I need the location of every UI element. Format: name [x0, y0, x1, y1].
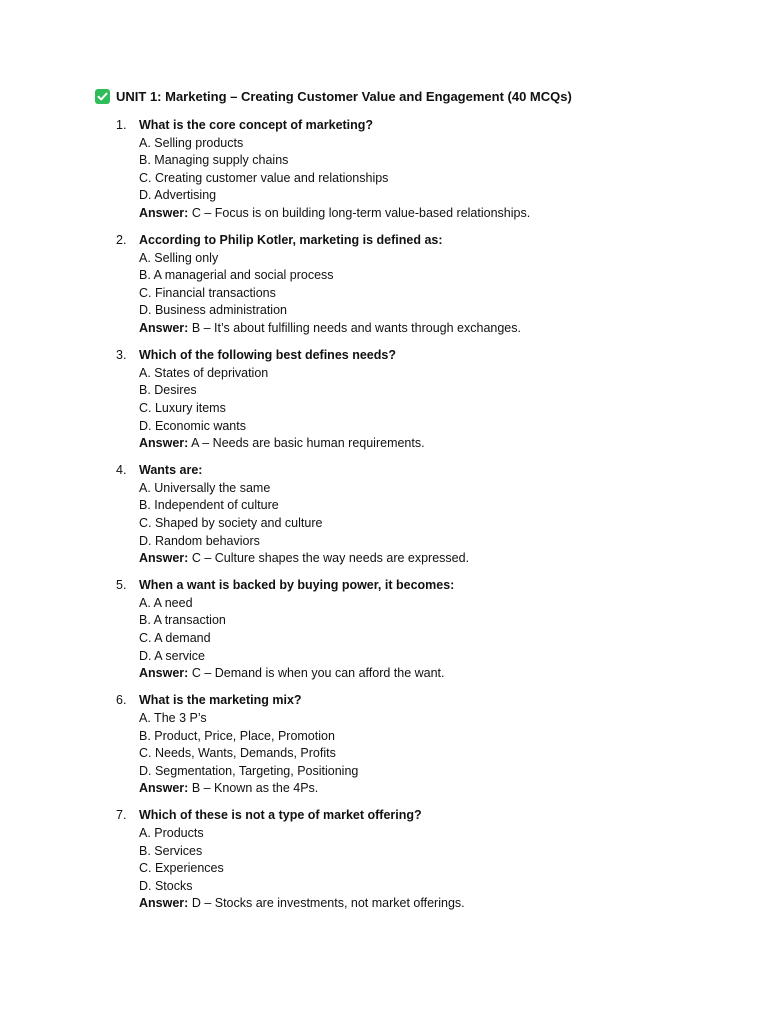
answer-option: C. Luxury items [139, 400, 226, 415]
answer-option: C. Shaped by society and culture [139, 515, 323, 530]
question-item [116, 347, 736, 453]
answer-label: Answer: [139, 896, 189, 911]
answer-text: A – Needs are basic human requirements. [191, 436, 425, 451]
question-number: 3. [116, 348, 127, 363]
answer-option: A. Selling products [139, 135, 244, 150]
question-number: 7. [116, 808, 127, 823]
answer-option: C. Experiences [139, 861, 224, 876]
answer-option: B. Product, Price, Place, Promotion [139, 728, 335, 743]
question-number: 1. [116, 118, 127, 132]
answer-line [139, 780, 736, 798]
answer-option: D. A service [139, 648, 205, 663]
question-number: 6. [116, 693, 127, 708]
answer-option: C. A demand [139, 631, 211, 646]
answer-option: B. A transaction [139, 613, 226, 628]
answer-line [139, 550, 736, 568]
answer-label: Answer: [139, 205, 189, 220]
question-text: Which of these is not a type of market offering? [139, 808, 422, 823]
answer-option: B. Independent of culture [139, 498, 279, 513]
answer-option: C. Needs, Wants, Demands, Profits [139, 746, 336, 761]
answer-option: C. Financial transactions [139, 285, 276, 300]
question-text: Which of the following best defines needs? [139, 348, 396, 363]
answer-option: B. Services [139, 843, 203, 858]
question-text: What is the marketing mix? [139, 693, 302, 708]
answer-label: Answer: [139, 436, 189, 451]
question-item [116, 117, 736, 223]
answer-option: C. Creating customer value and relationships [139, 170, 389, 185]
answer-option: A. Universally the same [139, 480, 271, 495]
answer-option: D. Random behaviors [139, 533, 260, 548]
question-text: According to Philip Kotler, marketing is defined as: [139, 233, 443, 248]
answer-text: C – Focus is on building long-term value-based relationships. [191, 205, 531, 220]
answer-option: D. Segmentation, Targeting, Positioning [139, 763, 359, 778]
answer-text: B – Known as the 4Ps. [191, 781, 319, 796]
question-text: What is the core concept of marketing? [139, 118, 374, 132]
answer-label: Answer: [139, 666, 189, 681]
answer-option: D. Business administration [139, 303, 287, 318]
question-number: 2. [116, 233, 127, 248]
question-text: Wants are: [139, 463, 203, 478]
answer-option: A. A need [139, 595, 193, 610]
question-number: 4. [116, 463, 127, 478]
answer-label: Answer: [139, 551, 189, 566]
answer-option: B. A managerial and social process [139, 268, 334, 283]
answer-option: B. Managing supply chains [139, 153, 289, 168]
question-list [116, 117, 736, 922]
question-item [116, 577, 736, 683]
question-text: When a want is backed by buying power, it becomes: [139, 578, 455, 593]
answer-option: B. Desires [139, 383, 197, 398]
answer-option: A. States of deprivation [139, 365, 269, 380]
check-box-icon [95, 89, 110, 104]
answer-option: D. Stocks [139, 878, 193, 893]
answer-option: A. The 3 P’s [139, 710, 207, 725]
answer-label: Answer: [139, 781, 189, 796]
answer-text: C – Culture shapes the way needs are expressed. [191, 551, 470, 566]
unit-heading [95, 89, 572, 104]
question-item [116, 232, 736, 338]
question-item [116, 692, 736, 798]
answer-line [139, 895, 736, 913]
answer-text: C – Demand is when you can afford the want. [191, 666, 445, 681]
answer-line [139, 665, 736, 683]
answer-option: A. Selling only [139, 250, 219, 265]
unit-heading-text: UNIT 1: Marketing – Creating Customer Value and Engagement (40 MCQs) [116, 89, 572, 104]
question-number: 5. [116, 578, 127, 593]
answer-line [139, 435, 736, 453]
answer-option: D. Advertising [139, 188, 217, 203]
answer-line [139, 320, 736, 338]
answer-option: A. Products [139, 825, 204, 840]
answer-option: D. Economic wants [139, 418, 246, 433]
answer-text: B – It’s about fulfilling needs and wants through exchanges. [191, 321, 521, 336]
answer-line [139, 205, 736, 223]
question-item [116, 462, 736, 568]
answer-text: D – Stocks are investments, not market offerings. [191, 896, 465, 911]
answer-label: Answer: [139, 321, 189, 336]
question-item [116, 807, 736, 913]
